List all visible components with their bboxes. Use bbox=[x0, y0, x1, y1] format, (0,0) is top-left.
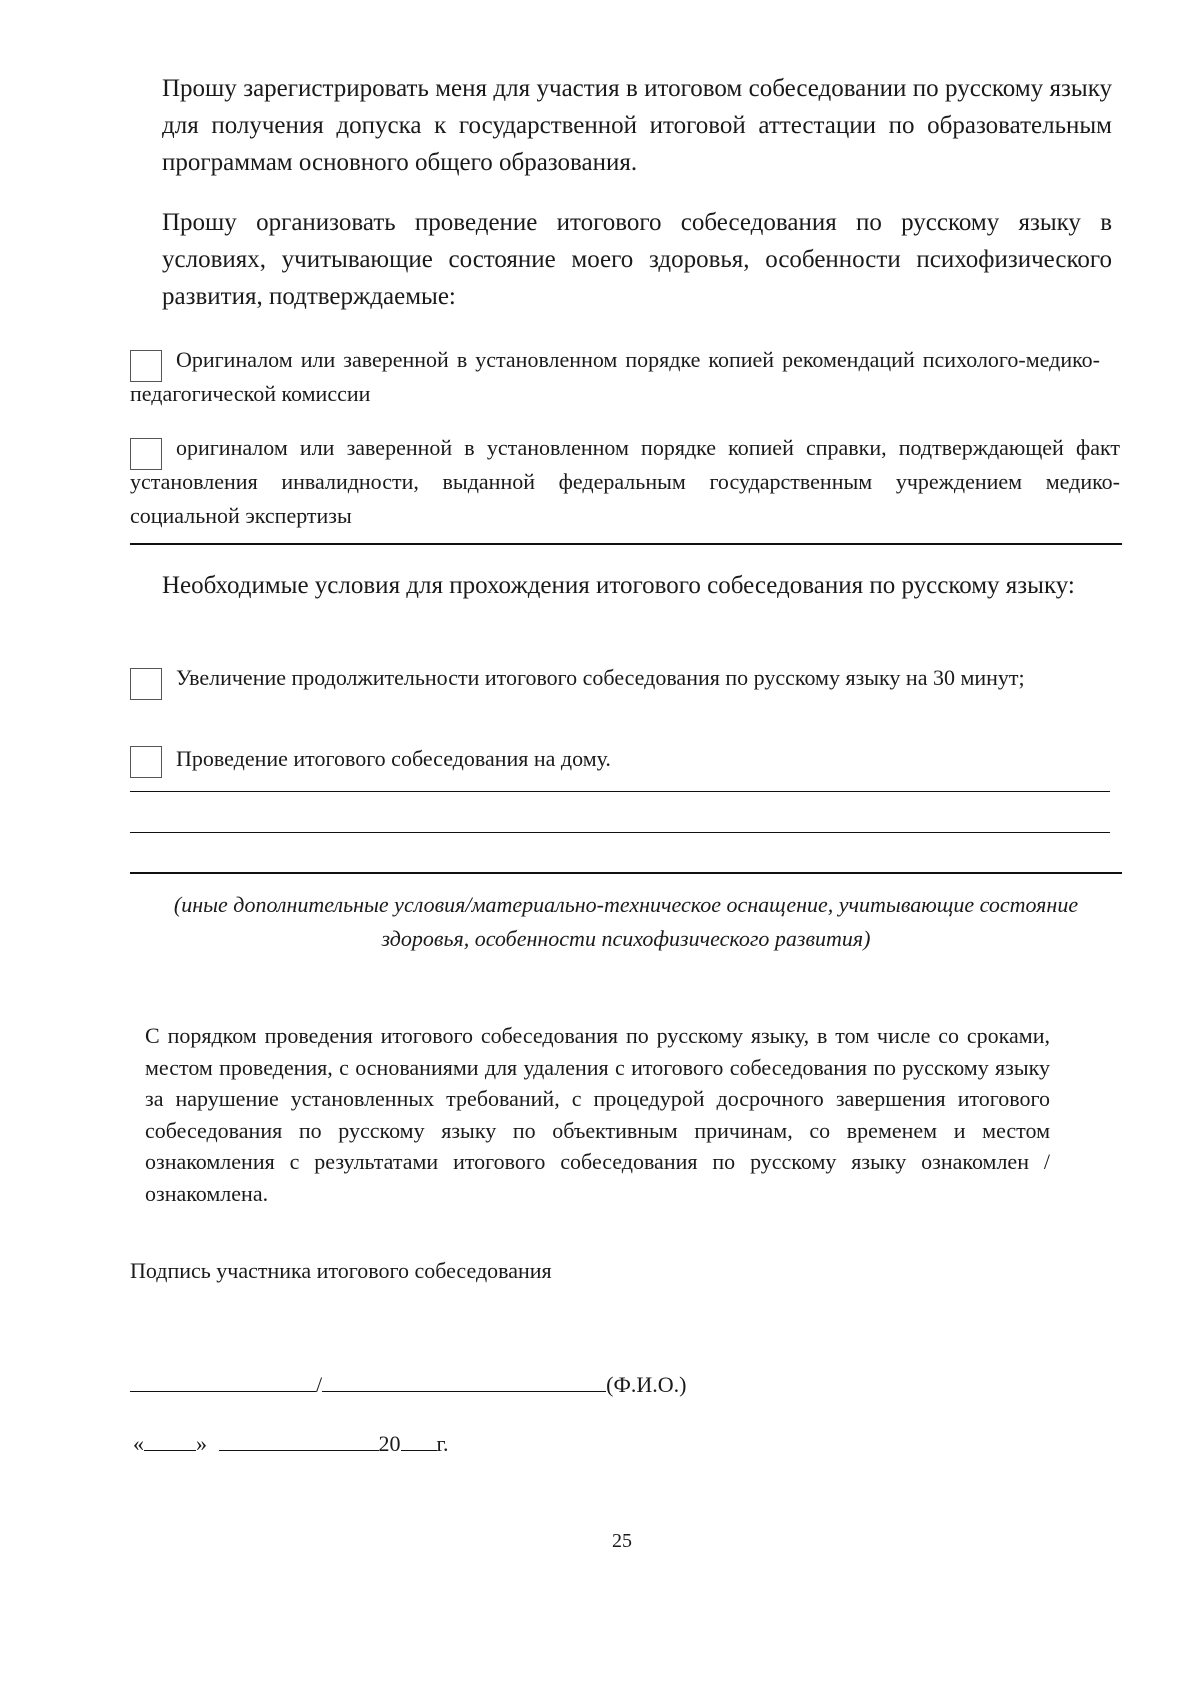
date-row bbox=[133, 1429, 449, 1459]
other-conditions-line-3[interactable] bbox=[130, 872, 1122, 874]
conditions-request-paragraph: Прошу организовать проведение итогового собеседования по русскому языку в условиях, учитывающие состояние моего здоровья, особенности психофизического развития, подтверждаемые: bbox=[162, 209, 1112, 310]
registration-request-paragraph: Прошу зарегистрировать меня для участия в итоговом собеседовании по русскому языку для получения допуска к государственной итоговой аттестации по образовательным программам основного общего образования. bbox=[162, 75, 1112, 176]
year-suffix: г. bbox=[436, 1431, 449, 1456]
year-prefix: 20 bbox=[378, 1431, 401, 1456]
disability-certificate-label: оригиналом или заверенной в установленном порядке копией справки, подтверждающей факт установления инвалидности, выданной федеральным государственным учреждением медико-социальной экспертизы bbox=[130, 435, 1120, 528]
acknowledgement-paragraph: С порядком проведения итогового собеседования по русскому языку, в том числе со сроками, местом проведения, с основаниями для удаления с итогового собеседования по русскому языку за нарушение установленных требований, с процедурой досрочного завершения итогового собеседования по русскому языку по объективным причинам, со временем и местом ознакомления с результатами итогового собеседования по русскому языку ознакомлен /ознакомлена. bbox=[145, 1023, 1050, 1206]
pmpk-recommendation-label: Оригиналом или заверенной в установленном порядке копией рекомендаций психолого-медико-педагогической комиссии bbox=[130, 347, 1100, 406]
signature-separator: / bbox=[316, 1372, 323, 1397]
fio-label: (Ф.И.О.) bbox=[606, 1372, 687, 1397]
home-exam-label: Проведение итогового собеседования на дому. bbox=[176, 746, 611, 771]
other-conditions-line-1[interactable] bbox=[130, 791, 1110, 792]
signature-blank[interactable] bbox=[130, 1390, 316, 1392]
other-conditions-line-2[interactable] bbox=[130, 832, 1110, 833]
other-conditions-note: (иные дополнительные условия/материально-техническое оснащение, учитывающие состояние здоровья, особенности психофизического развития) bbox=[173, 892, 1079, 951]
signature-label: Подпись участника итогового собеседования bbox=[130, 1258, 552, 1283]
date-close-quote: » bbox=[196, 1431, 207, 1456]
section-divider bbox=[130, 543, 1122, 545]
month-blank[interactable] bbox=[219, 1449, 379, 1451]
required-conditions-heading: Необходимые условия для прохождения итогового собеседования по русскому языку: bbox=[162, 572, 1075, 599]
fio-blank[interactable] bbox=[322, 1390, 606, 1392]
year-blank[interactable] bbox=[401, 1449, 437, 1451]
extended-duration-label: Увеличение продолжительности итогового собеседования по русскому языку на 30 минут; bbox=[176, 665, 1025, 690]
page-number: 25 bbox=[612, 1530, 632, 1552]
day-blank[interactable] bbox=[144, 1449, 196, 1451]
signature-row bbox=[130, 1370, 686, 1400]
date-open-quote: « bbox=[133, 1431, 144, 1456]
